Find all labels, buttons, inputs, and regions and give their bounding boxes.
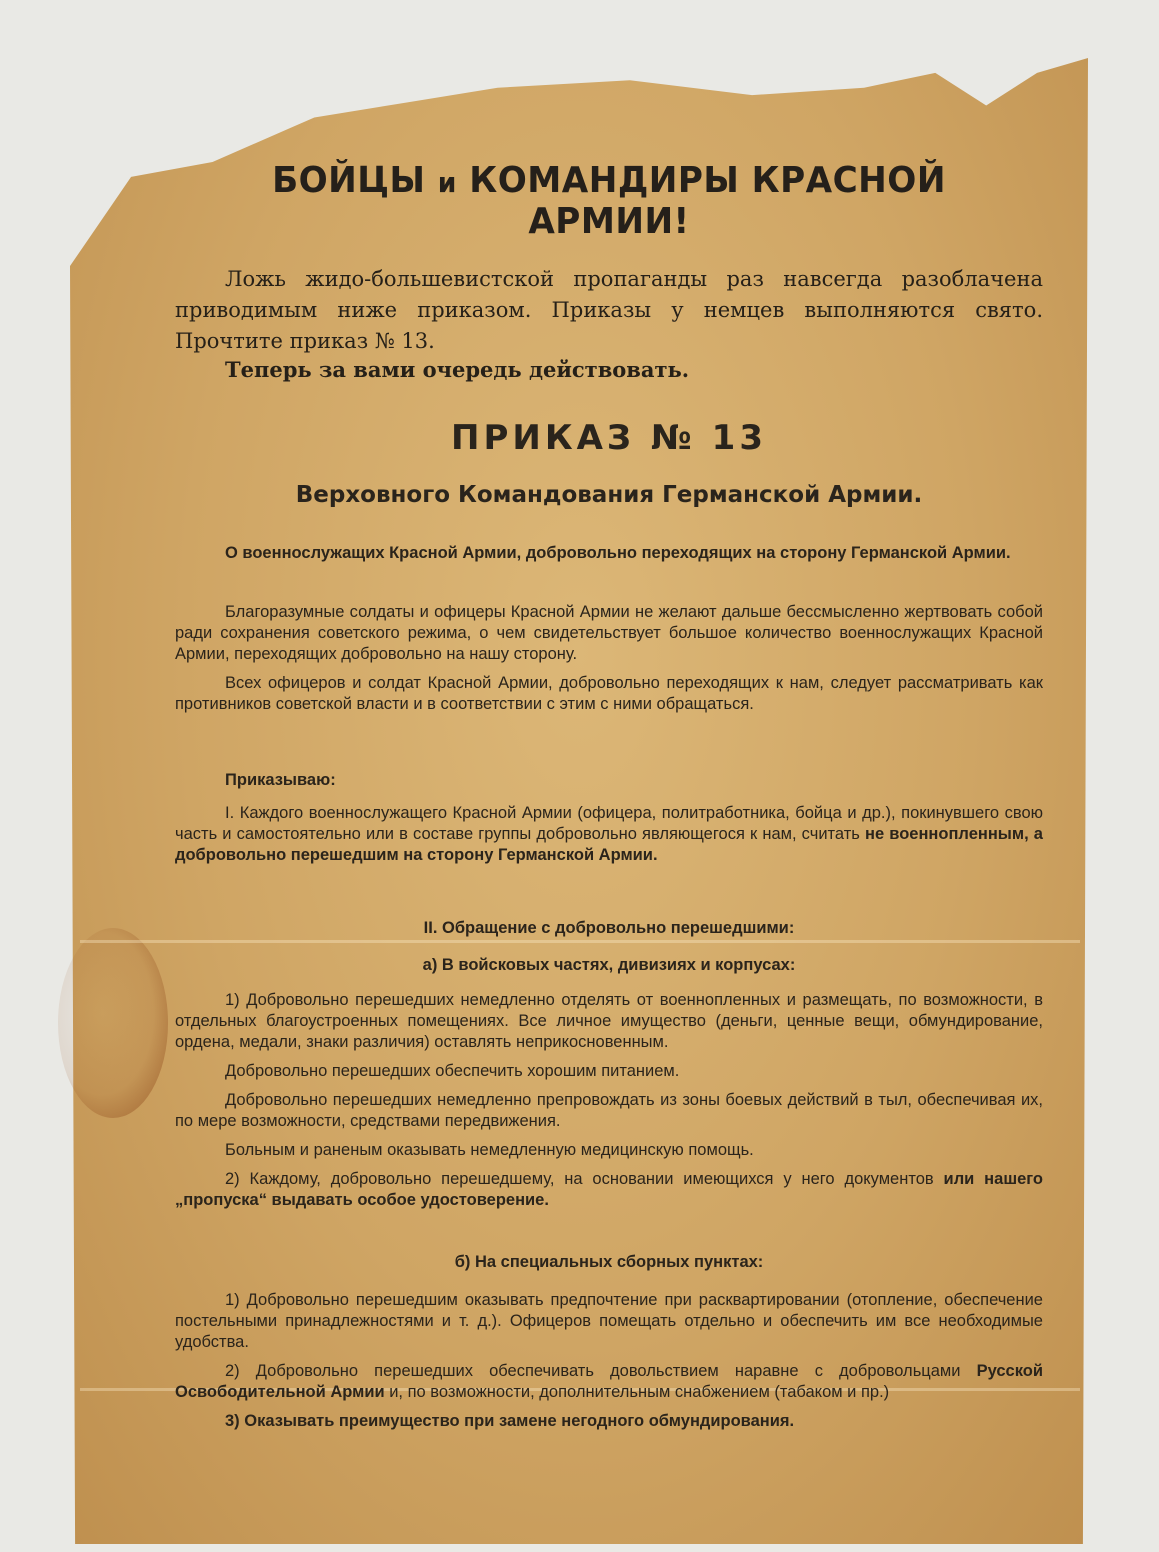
list-item: Больным и раненым оказывать немедленную медицинскую помощь. <box>225 1141 754 1159</box>
list-item-bold: Русской Освободительной Армии <box>175 1362 1043 1401</box>
list-item-plain: 2) Добровольно перешедших обеспечивать довольствием наравне с добровольцами <box>225 1362 961 1380</box>
list-item: 3) Оказывать преимущество при замене негодного обмундирования. <box>225 1412 795 1430</box>
section-b-list <box>175 1290 1043 1440</box>
headline-word: БОЙЦЫ <box>272 160 426 201</box>
list-item <box>175 1361 1043 1403</box>
intro-text: Ложь жидо-большевистской пропаганды раз навсегда разоблачена приводимым ниже приказом. Приказы у немцев выполняются свято. Прочтите приказ № 13. <box>175 267 1043 353</box>
section-a-heading <box>175 955 1043 984</box>
order-subject <box>175 543 1043 572</box>
leaflet-headline <box>197 160 1022 242</box>
list-item-bold: или нашего „пропуска“ выдавать особое удостоверение. <box>175 1170 1043 1209</box>
water-stain <box>58 928 168 1118</box>
list-item-plain: 2) Каждому, добровольно перешедшему, на основании имеющихся у него документов <box>225 1170 934 1188</box>
list-item <box>175 1169 1043 1211</box>
point-one-plain: I. Каждого военнослужащего Красной Армии (офицера, политработника, бойца и др.), покинувшего свою часть и самостоятельно или в составе группы добровольно являющегося к нам, считать <box>175 804 1043 843</box>
order-command-text: Приказываю: <box>225 771 336 789</box>
preamble-paragraph: Всех офицеров и солдат Красной Армии, добровольно переходящих к нам, следует рассматривать как противников советской власти и в соответствии с этим с ними обращаться. <box>175 674 1043 713</box>
section-a-list <box>175 990 1043 1219</box>
headline-word: и <box>437 166 457 199</box>
list-item: 1) Добровольно перешедших немедленно отделять от военнопленных и размещать, по возможности, в отдельных благоустроенных помещениях. Все личное имущество (деньги, ценные вещи, обмундирование, ордена, медали, знаки различия) оставлять неприкосновенным. <box>175 991 1043 1051</box>
section-b-heading <box>175 1252 1043 1281</box>
intro-paragraph <box>175 264 1043 357</box>
point-one-text <box>175 803 1043 866</box>
headline-word: КОМАНДИРЫ КРАСНОЙ АРМИИ! <box>469 160 946 242</box>
list-item: Добровольно перешедших немедленно препровождать из зоны боевых действий в тыл, обеспечивая их, по мере возможности, средствами передвижения. <box>175 1091 1043 1130</box>
section-b-title: б) На специальных сборных пунктах: <box>454 1253 764 1271</box>
order-subtitle: Верховного Командования Германской Армии. <box>295 482 923 508</box>
section-two-title: II. Обращение с добровольно перешедшими: <box>423 919 795 937</box>
list-item: Добровольно перешедших обеспечить хорошим питанием. <box>225 1062 680 1080</box>
point-one-bold: не военнопленным, а добровольно перешедшим на сторону Германской Армии. <box>175 825 1043 864</box>
call-to-action: Теперь за вами очередь действовать. <box>225 357 690 382</box>
list-item-plain: и, по возможности, дополнительным снабжением (табаком и пр.) <box>389 1383 890 1401</box>
section-two-heading <box>175 918 1043 947</box>
list-item: 1) Добровольно перешедшим оказывать предпочтение при расквартировании (отопление, обеспечение постельными принадлежностями и т. д.). Офицеров помещать отдельно и обеспечить им все необходимые удобства. <box>175 1291 1043 1351</box>
order-subject-text: О военнослужащих Красной Армии, добровольно переходящих на сторону Германской Армии. <box>225 544 1011 562</box>
section-a-title: а) В войсковых частях, дивизиях и корпусах: <box>422 956 796 974</box>
order-command <box>175 770 1043 799</box>
preamble-paragraph: Благоразумные солдаты и офицеры Красной Армии не желают дальше бессмысленно жертвовать собой ради сохранения советского режима, о чем свидетельствует большое количество военнослужащих Красной Армии, переходящих добровольно на нашу сторону. <box>175 603 1043 663</box>
order-preamble <box>175 602 1043 723</box>
point-one <box>175 803 1043 874</box>
order-title: ПРИКАЗ № 13 <box>451 418 767 458</box>
